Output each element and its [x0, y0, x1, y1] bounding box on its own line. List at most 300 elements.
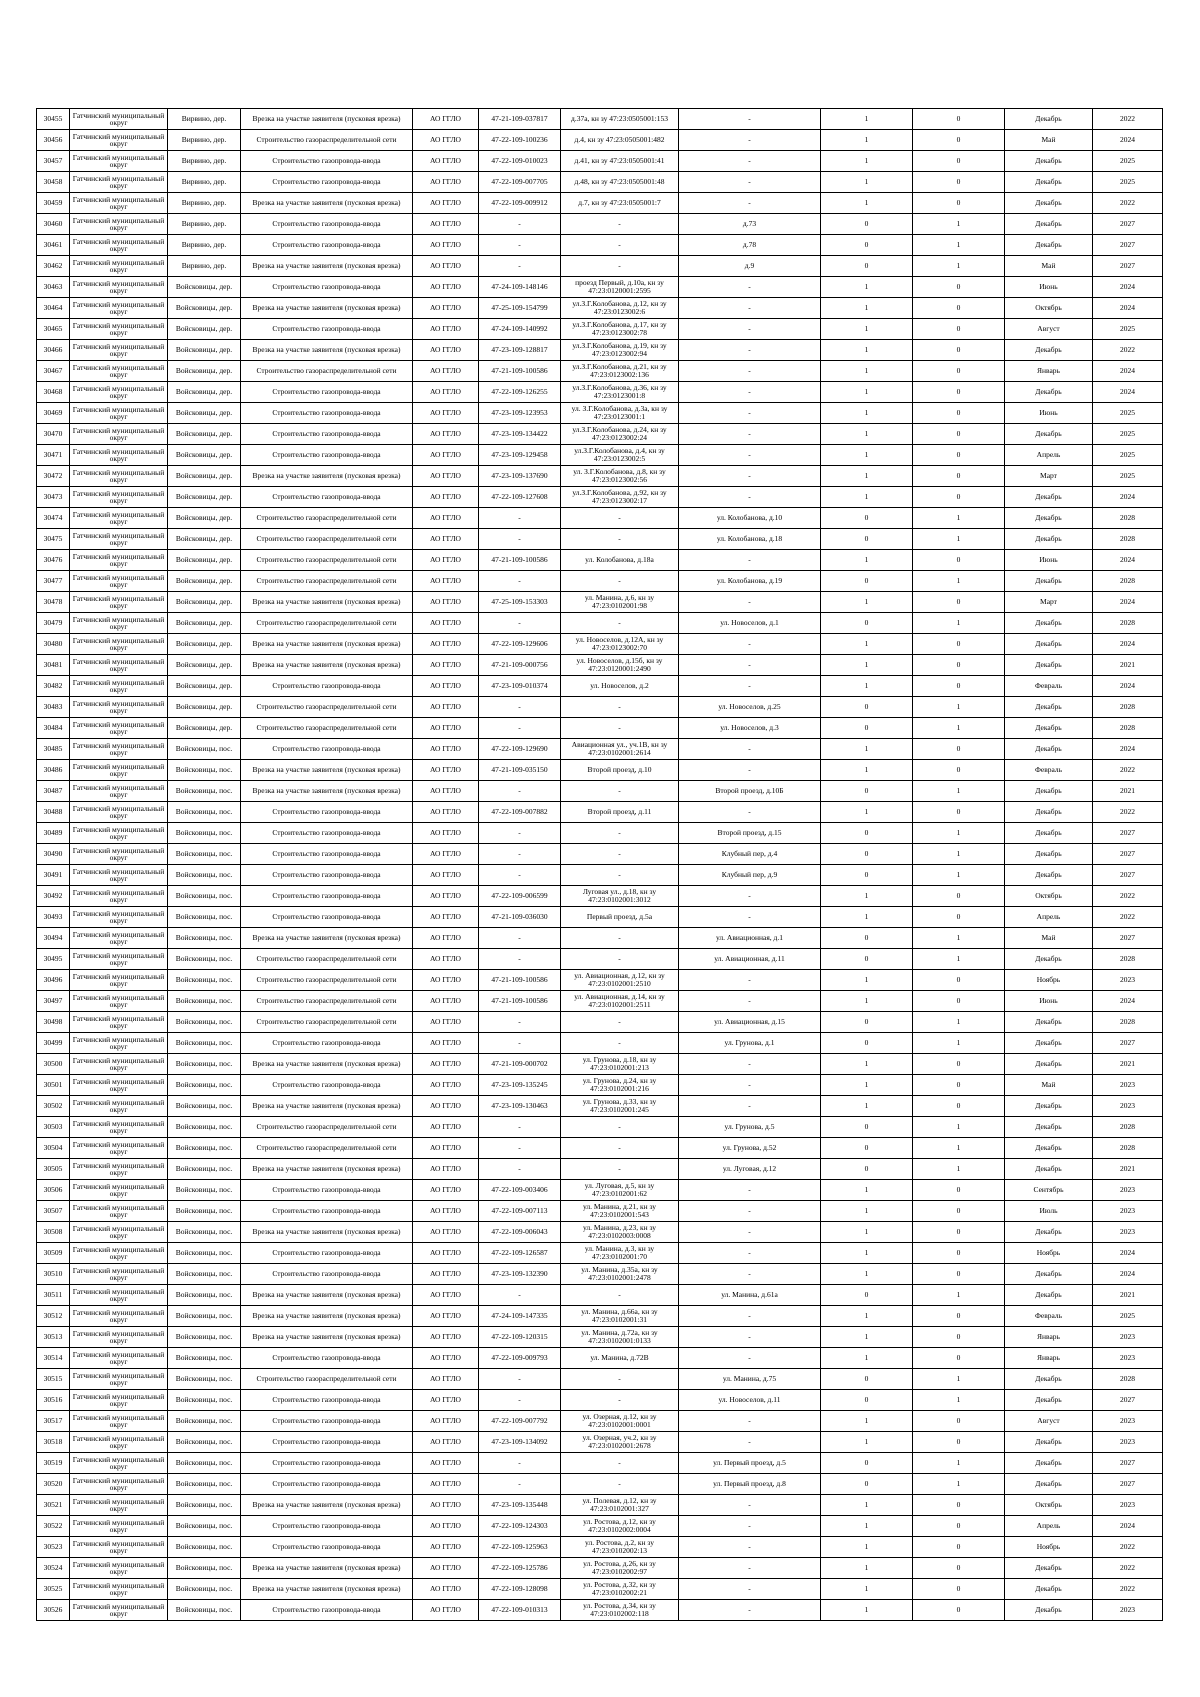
cell-settlement: Вирвино, дер.	[168, 214, 241, 235]
cell-year: 2023	[1093, 1348, 1163, 1369]
cell-settlement: Войсковицы, пос.	[168, 1054, 241, 1075]
cell-count-b: 0	[913, 676, 1005, 697]
cell-year: 2027	[1093, 1474, 1163, 1495]
cell-address-planned: -	[679, 424, 821, 445]
cell-application-number: -	[479, 1285, 561, 1306]
cell-organization: АО ГГЛО	[413, 319, 479, 340]
cell-work-type: Врезка на участке заявителя (пусковая врезка)	[241, 781, 413, 802]
cell-organization: АО ГГЛО	[413, 1159, 479, 1180]
cell-count-a: 0	[821, 1474, 913, 1495]
cell-year: 2028	[1093, 697, 1163, 718]
cell-work-type: Строительство газопровода-ввода	[241, 676, 413, 697]
cell-application-number: 47-22-109-006043	[479, 1222, 561, 1243]
table-row	[37, 781, 1163, 802]
table-row	[37, 697, 1163, 718]
cell-district: Гатчинский муниципальный округ	[70, 676, 168, 697]
table-row	[37, 109, 1163, 130]
cell-address-planned: -	[679, 1222, 821, 1243]
cell-application-number: -	[479, 949, 561, 970]
cell-application-number: -	[479, 718, 561, 739]
cell-count-b: 1	[913, 781, 1005, 802]
cell-id: 30474	[37, 508, 70, 529]
cell-count-b: 0	[913, 1243, 1005, 1264]
cell-application-number: 47-23-109-010374	[479, 676, 561, 697]
cell-organization: АО ГГЛО	[413, 1558, 479, 1579]
cell-address-planned: -	[679, 1075, 821, 1096]
cell-settlement: Вирвино, дер.	[168, 172, 241, 193]
cell-address-with-cadastral: -	[561, 781, 679, 802]
cell-work-type: Врезка на участке заявителя (пусковая врезка)	[241, 256, 413, 277]
cell-settlement: Войсковицы, пос.	[168, 1579, 241, 1600]
cell-application-number: -	[479, 1453, 561, 1474]
cell-count-b: 0	[913, 907, 1005, 928]
cell-address-planned: -	[679, 550, 821, 571]
cell-count-a: 1	[821, 550, 913, 571]
cell-year: 2028	[1093, 1117, 1163, 1138]
cell-id: 30490	[37, 844, 70, 865]
cell-settlement: Войсковицы, дер.	[168, 340, 241, 361]
cell-district: Гатчинский муниципальный округ	[70, 949, 168, 970]
table-row	[37, 634, 1163, 655]
cell-district: Гатчинский муниципальный округ	[70, 1411, 168, 1432]
cell-settlement: Войсковицы, пос.	[168, 1558, 241, 1579]
cell-work-type: Строительство газораспределительной сети	[241, 1012, 413, 1033]
table-row	[37, 1138, 1163, 1159]
cell-month: Декабрь	[1005, 802, 1093, 823]
cell-count-b: 1	[913, 1474, 1005, 1495]
cell-id: 30522	[37, 1516, 70, 1537]
cell-count-a: 0	[821, 214, 913, 235]
cell-address-with-cadastral: ул. Грунова, д.33, кн зу 47:23:0102001:245	[561, 1096, 679, 1117]
cell-address-planned: -	[679, 1243, 821, 1264]
cell-address-planned: -	[679, 487, 821, 508]
cell-month: Декабрь	[1005, 508, 1093, 529]
cell-count-b: 1	[913, 1033, 1005, 1054]
cell-address-with-cadastral: ул. Авиационная, д.14, кн зу 47:23:0102001:2511	[561, 991, 679, 1012]
cell-address-with-cadastral: -	[561, 256, 679, 277]
cell-organization: АО ГГЛО	[413, 466, 479, 487]
cell-work-type: Строительство газопровода-ввода	[241, 1243, 413, 1264]
cell-count-b: 0	[913, 1600, 1005, 1621]
table-row	[37, 844, 1163, 865]
cell-work-type: Строительство газопровода-ввода	[241, 739, 413, 760]
cell-district: Гатчинский муниципальный округ	[70, 256, 168, 277]
cell-month: Декабрь	[1005, 739, 1093, 760]
cell-count-a: 1	[821, 991, 913, 1012]
cell-count-b: 0	[913, 1264, 1005, 1285]
cell-district: Гатчинский муниципальный округ	[70, 781, 168, 802]
cell-count-b: 1	[913, 823, 1005, 844]
cell-address-planned: -	[679, 739, 821, 760]
cell-id: 30499	[37, 1033, 70, 1054]
cell-year: 2024	[1093, 361, 1163, 382]
cell-month: Декабрь	[1005, 781, 1093, 802]
cell-settlement: Войсковицы, пос.	[168, 1180, 241, 1201]
table-row	[37, 1096, 1163, 1117]
cell-address-with-cadastral: ул. З.Г.Колобановa, д.8, кн зу 47:23:0123002:56	[561, 466, 679, 487]
cell-count-a: 0	[821, 949, 913, 970]
cell-settlement: Войсковицы, пос.	[168, 1348, 241, 1369]
cell-id: 30519	[37, 1453, 70, 1474]
cell-count-b: 0	[913, 760, 1005, 781]
table-row	[37, 1201, 1163, 1222]
cell-settlement: Войсковицы, пос.	[168, 1537, 241, 1558]
cell-id: 30468	[37, 382, 70, 403]
cell-organization: АО ГГЛО	[413, 1474, 479, 1495]
cell-organization: АО ГГЛО	[413, 445, 479, 466]
cell-id: 30498	[37, 1012, 70, 1033]
cell-application-number: 47-22-109-009793	[479, 1348, 561, 1369]
cell-year: 2023	[1093, 1495, 1163, 1516]
cell-count-a: 0	[821, 508, 913, 529]
cell-work-type: Строительство газораспределительной сети	[241, 550, 413, 571]
cell-organization: АО ГГЛО	[413, 235, 479, 256]
cell-address-with-cadastral: ул. Новоселов, д.15б, кн зу 47:23:0120001:2490	[561, 655, 679, 676]
cell-work-type: Строительство газораспределительной сети	[241, 613, 413, 634]
cell-id: 30477	[37, 571, 70, 592]
cell-settlement: Войсковицы, дер.	[168, 613, 241, 634]
cell-settlement: Войсковицы, дер.	[168, 466, 241, 487]
cell-id: 30510	[37, 1264, 70, 1285]
cell-count-a: 1	[821, 1306, 913, 1327]
cell-id: 30480	[37, 634, 70, 655]
cell-application-number: 47-22-109-010313	[479, 1600, 561, 1621]
cell-address-planned: -	[679, 1516, 821, 1537]
cell-id: 30481	[37, 655, 70, 676]
cell-district: Гатчинский муниципальный округ	[70, 1096, 168, 1117]
cell-count-b: 0	[913, 1180, 1005, 1201]
cell-year: 2021	[1093, 1159, 1163, 1180]
cell-district: Гатчинский муниципальный округ	[70, 1033, 168, 1054]
cell-id: 30489	[37, 823, 70, 844]
cell-application-number: 47-21-109-035150	[479, 760, 561, 781]
cell-organization: АО ГГЛО	[413, 970, 479, 991]
cell-id: 30463	[37, 277, 70, 298]
cell-count-b: 1	[913, 1138, 1005, 1159]
cell-id: 30466	[37, 340, 70, 361]
cell-address-with-cadastral: ул. Ростова, д.26, кн зу 47:23:0102002:97	[561, 1558, 679, 1579]
cell-settlement: Войсковицы, пос.	[168, 823, 241, 844]
cell-id: 30478	[37, 592, 70, 613]
cell-count-b: 0	[913, 1075, 1005, 1096]
cell-count-b: 1	[913, 1390, 1005, 1411]
cell-district: Гатчинский муниципальный округ	[70, 1579, 168, 1600]
cell-address-planned: ул. Первый проезд, д.8	[679, 1474, 821, 1495]
cell-count-b: 0	[913, 886, 1005, 907]
cell-count-a: 1	[821, 424, 913, 445]
cell-settlement: Войсковицы, пос.	[168, 1474, 241, 1495]
cell-address-planned: -	[679, 109, 821, 130]
cell-work-type: Строительство газопровода-ввода	[241, 1180, 413, 1201]
cell-address-planned: -	[679, 1600, 821, 1621]
cell-settlement: Войсковицы, дер.	[168, 592, 241, 613]
cell-address-planned: Клубный пер, д.4	[679, 844, 821, 865]
table-row	[37, 487, 1163, 508]
cell-year: 2024	[1093, 1516, 1163, 1537]
cell-organization: АО ГГЛО	[413, 676, 479, 697]
cell-work-type: Врезка на участке заявителя (пусковая врезка)	[241, 1558, 413, 1579]
cell-settlement: Войсковицы, дер.	[168, 718, 241, 739]
cell-count-b: 1	[913, 949, 1005, 970]
cell-month: Январь	[1005, 1348, 1093, 1369]
cell-year: 2028	[1093, 613, 1163, 634]
cell-district: Гатчинский муниципальный округ	[70, 1306, 168, 1327]
cell-address-planned: -	[679, 676, 821, 697]
cell-count-a: 1	[821, 151, 913, 172]
cell-year: 2025	[1093, 403, 1163, 424]
cell-year: 2022	[1093, 802, 1163, 823]
cell-address-with-cadastral: ул. Озерная, д.12, кн зу 47:23:0102001:0001	[561, 1411, 679, 1432]
cell-count-a: 1	[821, 1537, 913, 1558]
cell-application-number: 47-24-109-140992	[479, 319, 561, 340]
cell-address-with-cadastral: Луговая ул., д.18, кн зу 47:23:0102001:3012	[561, 886, 679, 907]
cell-application-number: -	[479, 1474, 561, 1495]
cell-count-b: 0	[913, 1516, 1005, 1537]
cell-id: 30504	[37, 1138, 70, 1159]
cell-address-with-cadastral: ул. Манина, д.6, кн зу 47:23:0102001:98	[561, 592, 679, 613]
cell-count-b: 1	[913, 571, 1005, 592]
cell-address-with-cadastral: -	[561, 718, 679, 739]
cell-settlement: Войсковицы, дер.	[168, 655, 241, 676]
cell-organization: АО ГГЛО	[413, 340, 479, 361]
cell-district: Гатчинский муниципальный округ	[70, 844, 168, 865]
cell-organization: АО ГГЛО	[413, 1222, 479, 1243]
cell-settlement: Вирвино, дер.	[168, 130, 241, 151]
cell-address-planned: ул. Колобанова, д.19	[679, 571, 821, 592]
cell-year: 2028	[1093, 1012, 1163, 1033]
cell-application-number: -	[479, 823, 561, 844]
cell-year: 2022	[1093, 886, 1163, 907]
table-row	[37, 928, 1163, 949]
cell-id: 30487	[37, 781, 70, 802]
cell-address-with-cadastral: ул. Манина, д.21, кн зу 47:23:0102001:543	[561, 1201, 679, 1222]
cell-count-a: 1	[821, 1201, 913, 1222]
table-row	[37, 214, 1163, 235]
cell-count-a: 0	[821, 1033, 913, 1054]
cell-address-planned: -	[679, 466, 821, 487]
cell-count-a: 1	[821, 361, 913, 382]
cell-month: Декабрь	[1005, 340, 1093, 361]
cell-year: 2024	[1093, 277, 1163, 298]
cell-address-with-cadastral: ул. Колобанова, д.18а	[561, 550, 679, 571]
table-row	[37, 592, 1163, 613]
cell-month: Декабрь	[1005, 214, 1093, 235]
table-row	[37, 466, 1163, 487]
cell-count-a: 0	[821, 781, 913, 802]
cell-district: Гатчинский муниципальный округ	[70, 823, 168, 844]
cell-work-type: Строительство газораспределительной сети	[241, 1369, 413, 1390]
cell-district: Гатчинский муниципальный округ	[70, 760, 168, 781]
cell-application-number: -	[479, 571, 561, 592]
cell-count-a: 0	[821, 235, 913, 256]
cell-id: 30523	[37, 1537, 70, 1558]
cell-year: 2027	[1093, 256, 1163, 277]
cell-organization: АО ГГЛО	[413, 865, 479, 886]
cell-address-with-cadastral: ул.З.Г.Колобановa, д.24, кн зу 47:23:0123002:24	[561, 424, 679, 445]
cell-work-type: Строительство газораспределительной сети	[241, 1138, 413, 1159]
cell-district: Гатчинский муниципальный округ	[70, 1054, 168, 1075]
cell-year: 2027	[1093, 214, 1163, 235]
cell-count-b: 1	[913, 1117, 1005, 1138]
cell-work-type: Строительство газораспределительной сети	[241, 571, 413, 592]
cell-count-b: 0	[913, 1411, 1005, 1432]
cell-application-number: 47-23-109-135245	[479, 1075, 561, 1096]
cell-application-number: 47-22-109-007882	[479, 802, 561, 823]
cell-year: 2025	[1093, 424, 1163, 445]
cell-address-with-cadastral: Первый проезд, д.5а	[561, 907, 679, 928]
cell-count-b: 0	[913, 655, 1005, 676]
cell-address-planned: -	[679, 1201, 821, 1222]
cell-month: Ноябрь	[1005, 970, 1093, 991]
cell-month: Декабрь	[1005, 865, 1093, 886]
cell-district: Гатчинский муниципальный округ	[70, 802, 168, 823]
cell-id: 30472	[37, 466, 70, 487]
table-row	[37, 1495, 1163, 1516]
cell-address-with-cadastral: -	[561, 1138, 679, 1159]
cell-settlement: Войсковицы, дер.	[168, 529, 241, 550]
cell-count-b: 0	[913, 970, 1005, 991]
cell-address-planned: -	[679, 1054, 821, 1075]
cell-year: 2027	[1093, 823, 1163, 844]
cell-month: Декабрь	[1005, 1390, 1093, 1411]
cell-count-b: 0	[913, 592, 1005, 613]
cell-month: Декабрь	[1005, 424, 1093, 445]
cell-id: 30473	[37, 487, 70, 508]
cell-application-number: -	[479, 928, 561, 949]
cell-district: Гатчинский муниципальный округ	[70, 361, 168, 382]
cell-district: Гатчинский муниципальный округ	[70, 970, 168, 991]
cell-work-type: Врезка на участке заявителя (пусковая врезка)	[241, 1579, 413, 1600]
cell-id: 30501	[37, 1075, 70, 1096]
cell-district: Гатчинский муниципальный округ	[70, 1285, 168, 1306]
cell-work-type: Строительство газораспределительной сети	[241, 697, 413, 718]
table-row	[37, 1348, 1163, 1369]
cell-work-type: Строительство газопровода-ввода	[241, 151, 413, 172]
cell-year: 2023	[1093, 1180, 1163, 1201]
cell-work-type: Строительство газопровода-ввода	[241, 1516, 413, 1537]
cell-organization: АО ГГЛО	[413, 1348, 479, 1369]
cell-year: 2023	[1093, 1327, 1163, 1348]
cell-count-b: 0	[913, 1558, 1005, 1579]
cell-count-b: 0	[913, 172, 1005, 193]
cell-address-with-cadastral: ул. Манина, д.35а, кн зу 47:23:0102001:2478	[561, 1264, 679, 1285]
cell-count-b: 1	[913, 718, 1005, 739]
cell-year: 2027	[1093, 928, 1163, 949]
cell-address-planned: ул. Грунова, д.1	[679, 1033, 821, 1054]
cell-count-b: 0	[913, 487, 1005, 508]
cell-application-number: 47-23-109-132390	[479, 1264, 561, 1285]
cell-work-type: Строительство газопровода-ввода	[241, 1474, 413, 1495]
cell-count-a: 1	[821, 277, 913, 298]
cell-month: Декабрь	[1005, 1285, 1093, 1306]
cell-address-planned: -	[679, 1537, 821, 1558]
cell-count-b: 0	[913, 1096, 1005, 1117]
cell-year: 2024	[1093, 592, 1163, 613]
cell-month: Ноябрь	[1005, 1243, 1093, 1264]
table-row	[37, 718, 1163, 739]
cell-count-b: 1	[913, 697, 1005, 718]
cell-count-a: 0	[821, 1453, 913, 1474]
cell-application-number: 47-22-109-010023	[479, 151, 561, 172]
cell-settlement: Войсковицы, пос.	[168, 1222, 241, 1243]
cell-count-a: 1	[821, 1096, 913, 1117]
cell-organization: АО ГГЛО	[413, 655, 479, 676]
cell-count-b: 0	[913, 382, 1005, 403]
cell-address-planned: ул. Новоселов, д.1	[679, 613, 821, 634]
cell-address-planned: -	[679, 1432, 821, 1453]
cell-count-b: 1	[913, 844, 1005, 865]
cell-address-planned: -	[679, 802, 821, 823]
cell-organization: АО ГГЛО	[413, 109, 479, 130]
cell-month: Декабрь	[1005, 1159, 1093, 1180]
cell-month: Декабрь	[1005, 1096, 1093, 1117]
cell-id: 30518	[37, 1432, 70, 1453]
cell-district: Гатчинский муниципальный округ	[70, 1369, 168, 1390]
cell-organization: АО ГГЛО	[413, 697, 479, 718]
cell-application-number: 47-23-109-134092	[479, 1432, 561, 1453]
cell-year: 2024	[1093, 676, 1163, 697]
cell-organization: АО ГГЛО	[413, 1432, 479, 1453]
cell-organization: АО ГГЛО	[413, 1075, 479, 1096]
cell-district: Гатчинский муниципальный округ	[70, 445, 168, 466]
cell-district: Гатчинский муниципальный округ	[70, 1348, 168, 1369]
cell-organization: АО ГГЛО	[413, 1411, 479, 1432]
cell-address-planned: ул. Авиационная, д.15	[679, 1012, 821, 1033]
table-row	[37, 1516, 1163, 1537]
cell-settlement: Войсковицы, пос.	[168, 1117, 241, 1138]
cell-district: Гатчинский муниципальный округ	[70, 424, 168, 445]
cell-application-number: 47-22-109-126255	[479, 382, 561, 403]
cell-id: 30492	[37, 886, 70, 907]
cell-work-type: Врезка на участке заявителя (пусковая врезка)	[241, 340, 413, 361]
cell-organization: АО ГГЛО	[413, 487, 479, 508]
cell-year: 2023	[1093, 1411, 1163, 1432]
cell-year: 2025	[1093, 1306, 1163, 1327]
cell-settlement: Войсковицы, дер.	[168, 319, 241, 340]
cell-application-number: -	[479, 781, 561, 802]
cell-month: Июнь	[1005, 277, 1093, 298]
cell-count-a: 0	[821, 1159, 913, 1180]
cell-organization: АО ГГЛО	[413, 508, 479, 529]
cell-count-a: 0	[821, 844, 913, 865]
cell-address-with-cadastral: ул. Новоселов, д.2	[561, 676, 679, 697]
cell-count-b: 0	[913, 424, 1005, 445]
cell-month: Декабрь	[1005, 151, 1093, 172]
cell-month: Декабрь	[1005, 1117, 1093, 1138]
cell-count-b: 0	[913, 802, 1005, 823]
cell-address-planned: -	[679, 907, 821, 928]
cell-work-type: Строительство газопровода-ввода	[241, 1432, 413, 1453]
cell-district: Гатчинский муниципальный округ	[70, 1453, 168, 1474]
cell-address-with-cadastral: -	[561, 1033, 679, 1054]
cell-district: Гатчинский муниципальный округ	[70, 1180, 168, 1201]
cell-id: 30495	[37, 949, 70, 970]
cell-district: Гатчинский муниципальный округ	[70, 1159, 168, 1180]
cell-month: Декабрь	[1005, 697, 1093, 718]
cell-month: Апрель	[1005, 907, 1093, 928]
cell-work-type: Врезка на участке заявителя (пусковая врезка)	[241, 466, 413, 487]
cell-address-with-cadastral: -	[561, 1117, 679, 1138]
cell-settlement: Войсковицы, дер.	[168, 508, 241, 529]
cell-count-b: 0	[913, 550, 1005, 571]
cell-application-number: -	[479, 1117, 561, 1138]
cell-application-number: 47-23-109-135448	[479, 1495, 561, 1516]
cell-year: 2025	[1093, 151, 1163, 172]
cell-organization: АО ГГЛО	[413, 214, 479, 235]
cell-organization: АО ГГЛО	[413, 1495, 479, 1516]
cell-settlement: Войсковицы, пос.	[168, 739, 241, 760]
cell-address-with-cadastral: ул.З.Г.Колобановa, д.92, кн зу 47:23:0123002:17	[561, 487, 679, 508]
